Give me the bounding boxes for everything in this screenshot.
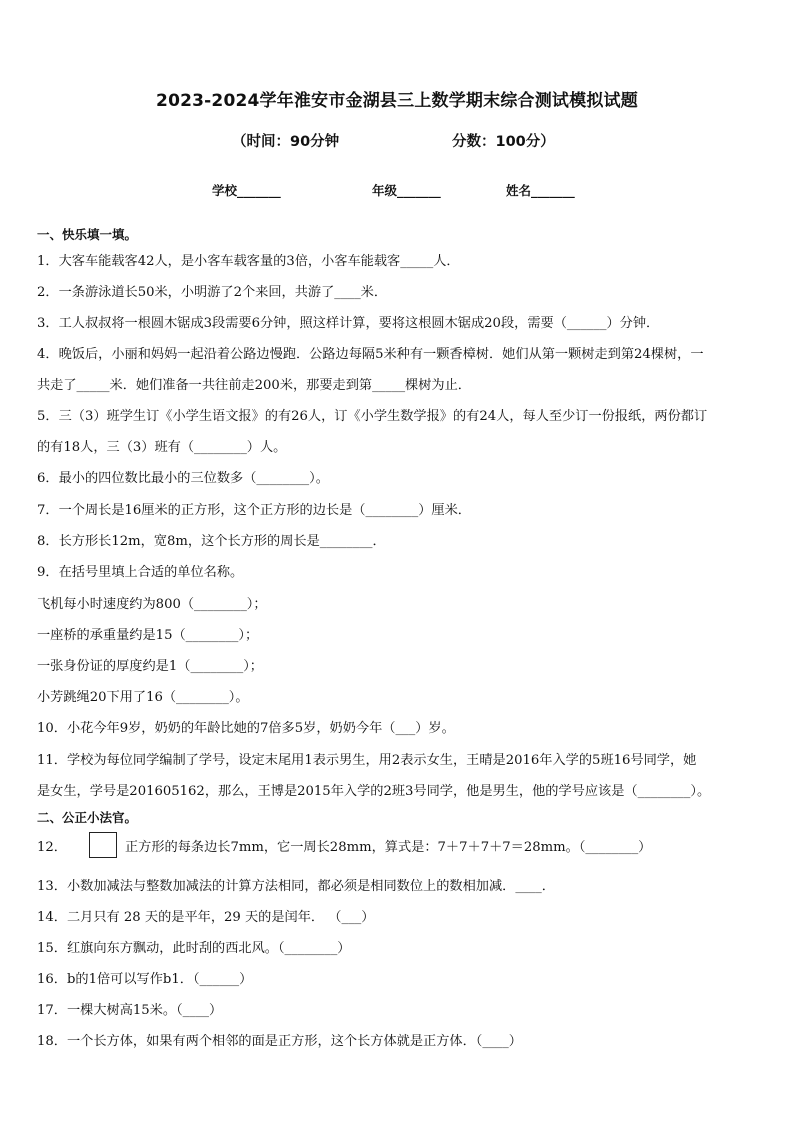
question-14: 14．二月只有 28 天的是平年，29 天的是闰年． （___） xyxy=(37,910,375,925)
question-4-line-1: 4．晚饭后，小丽和妈妈一起沿着公路边慢跑．公路边每隔5米种有一颗香樟树．她们从第一颗树走到第24棵树，一 xyxy=(37,347,704,362)
section-heading-2: 二、公正小法官。 xyxy=(37,810,138,825)
question-13: 13．小数加减法与整数加减法的计算方法相同，都必须是相同数位上的数相加减．____． xyxy=(37,879,555,894)
question-9-item-d: 小芳跳绳20下用了16（________）。 xyxy=(37,690,249,705)
question-9-item-b: 一座桥的承重量约是15（________）； xyxy=(37,628,259,643)
question-2: 2．一条游泳道长50米，小明游了2个来回，共游了____米． xyxy=(37,285,388,300)
question-12 xyxy=(37,832,651,858)
question-8: 8．长方形长12m，宽8m，这个长方形的周长是________． xyxy=(37,534,386,549)
question-10: 10．小花今年9岁，奶奶的年龄比她的7倍多5岁，奶奶今年（___）岁。 xyxy=(37,721,455,736)
square-figure xyxy=(89,832,117,858)
school-field: 学校_______ xyxy=(212,183,281,198)
exam-score: 分数：100分） xyxy=(452,134,555,150)
question-9-item-c: 一张身份证的厚度约是1（________）； xyxy=(37,659,263,674)
name-field: 姓名_______ xyxy=(506,183,575,198)
section-heading-1: 一、快乐填一填。 xyxy=(37,227,138,242)
question-16: 16．b的1倍可以写作b1．（______） xyxy=(37,972,253,987)
exam-time: （时间：90分钟 xyxy=(232,134,340,150)
question-11-line-1: 11．学校为每位同学编制了学号，设定末尾用1表示男生，用2表示女生，王晴是2016年入学的5班16号同学，她 xyxy=(37,753,697,768)
question-15: 15．红旗向东方飘动，此时刮的西北风。（________） xyxy=(37,941,351,956)
question-12-text: 正方形的每条边长7mm，它一周长28mm，算式是：7＋7＋7＋7＝28mm。（________） xyxy=(124,839,652,855)
question-17: 17．一棵大树高15米。（____） xyxy=(37,1003,223,1018)
question-3: 3．工人叔叔将一根圆木锯成3段需要6分钟，照这样计算，要将这根圆木锯成20段，需要（______）分钟． xyxy=(37,316,660,331)
question-6: 6．最小的四位数比最小的三位数多（________）。 xyxy=(37,471,329,486)
question-5-line-2: 的有18人，三（3）班有（________）人。 xyxy=(37,440,287,455)
question-18: 18．一个长方体，如果有两个相邻的面是正方形，这个长方体就是正方体．（____） xyxy=(37,1034,522,1049)
question-12-number: 12． xyxy=(37,839,67,855)
question-1: 1．大客车能载客42人，是小客车载客量的3倍，小客车能载客_____人． xyxy=(37,254,460,269)
page-title: 2023-2024学年淮安市金湖县三上数学期末综合测试模拟试题 xyxy=(156,91,638,111)
question-5-line-1: 5．三（3）班学生订《小学生语文报》的有26人，订《小学生数学报》的有24人，每人至少订一份报纸，两份都订 xyxy=(37,409,708,424)
question-4-line-2: 共走了_____米．她们准备一共往前走200米，那要走到第_____棵树为止． xyxy=(37,378,471,393)
grade-field: 年级_______ xyxy=(372,183,441,198)
question-9-item-a: 飞机每小时速度约为800（________）； xyxy=(37,597,267,612)
question-7: 7．一个周长是16厘米的正方形，这个正方形的边长是（________）厘米． xyxy=(37,503,471,518)
question-9: 9．在括号里填上合适的单位名称。 xyxy=(37,565,244,580)
question-11-line-2: 是女生，学号是201605162，那么，王博是2015年入学的2班3号同学，他是男生，他的学号应该是（________）。 xyxy=(37,784,711,799)
